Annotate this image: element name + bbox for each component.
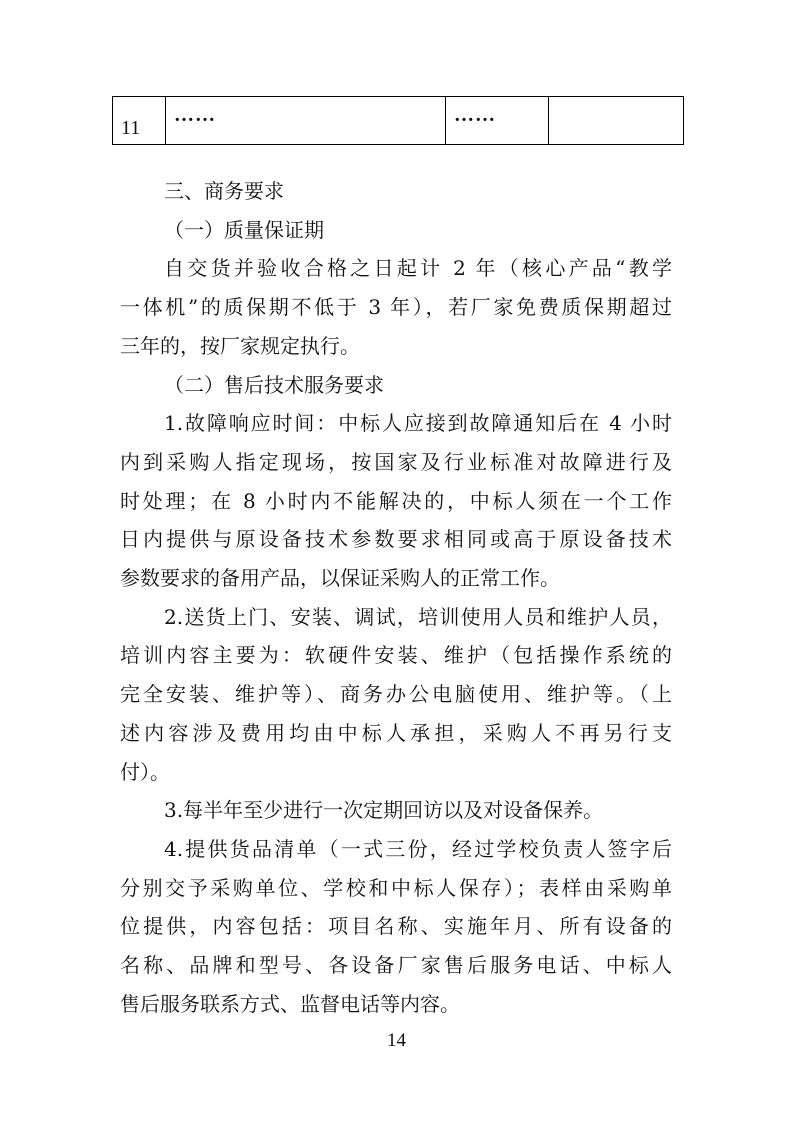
row-index-cell: 11 [113,97,166,145]
paragraph-line: 时处理；在 8 小时内不能解决的，中标人须在一个工作 [120,488,672,513]
section-heading-business [120,172,672,211]
paragraph-line: 售后服务联系方式、监督电话等内容。 [120,991,460,1016]
equipment-table [112,96,684,145]
paragraph-item-3 [120,791,672,830]
paragraph-line: 日内提供与原设备技术参数要求相同或高于原设备技术 [120,527,672,552]
item-remark-cell [549,97,684,145]
paragraph-line: 培训内容主要为：软硬件安装、维护（包括操作系统的 [120,643,672,668]
paragraph-line: 一体机”的质保期不低于 3 年），若厂家免费质保期超过 [120,295,672,320]
item-name-cell: …… [166,97,446,145]
paragraph-line: 完全安装、维护等）、商务办公电脑使用、维护等。（上 [120,682,672,707]
paragraph-line: 4.提供货品清单（一式三份，经过学校负责人签字后 [164,836,672,861]
paragraph-line: 分别交予采购单位、学校和中标人保存）；表样由采购单 [120,875,672,900]
paragraph-line: 参数要求的备用产品，以保证采购人的正常工作。 [120,566,560,591]
paragraph-line: 自交货并验收合格之日起计 2 年（核心产品“教学 [164,256,672,281]
heading-text: 三、商务要求 [164,179,284,203]
subheading-text: （二）售后技术服务要求 [164,372,384,397]
paragraph-line: 述内容涉及费用均由中标人承担，采购人不再另行支 [120,720,672,745]
item-qty-cell: …… [446,97,549,145]
paragraph-line: 3.每半年至少进行一次定期回访以及对设备保养。 [164,798,604,823]
paragraph-line: 名称、品牌和型号、各设备厂家售后服务电话、中标人 [120,953,672,978]
paragraph-line: 位提供，内容包括：项目名称、实施年月、所有设备的 [120,914,672,939]
paragraph-warranty [120,249,672,365]
paragraph-item-4 [120,830,672,1024]
paragraph-line: 付）。 [120,759,170,784]
paragraph-line: 1.故障响应时间：中标人应接到故障通知后在 4 小时 [164,411,672,436]
paragraph-item-1 [120,404,672,598]
subheading-warranty [120,211,672,250]
paragraph-item-2 [120,598,672,792]
table-row [113,97,684,145]
paragraph-line: 内到采购人指定现场，按国家及行业标准对故障进行及 [120,449,672,474]
page-number: 14 [387,1030,406,1051]
document-body [120,172,672,1023]
paragraph-line: 三年的，按厂家规定执行。 [120,333,360,358]
paragraph-line: 2.送货上门、安装、调试，培训使用人员和维护人员， [164,604,672,629]
subheading-text: （一）质量保证期 [164,217,324,242]
subheading-after-sales [120,366,672,405]
